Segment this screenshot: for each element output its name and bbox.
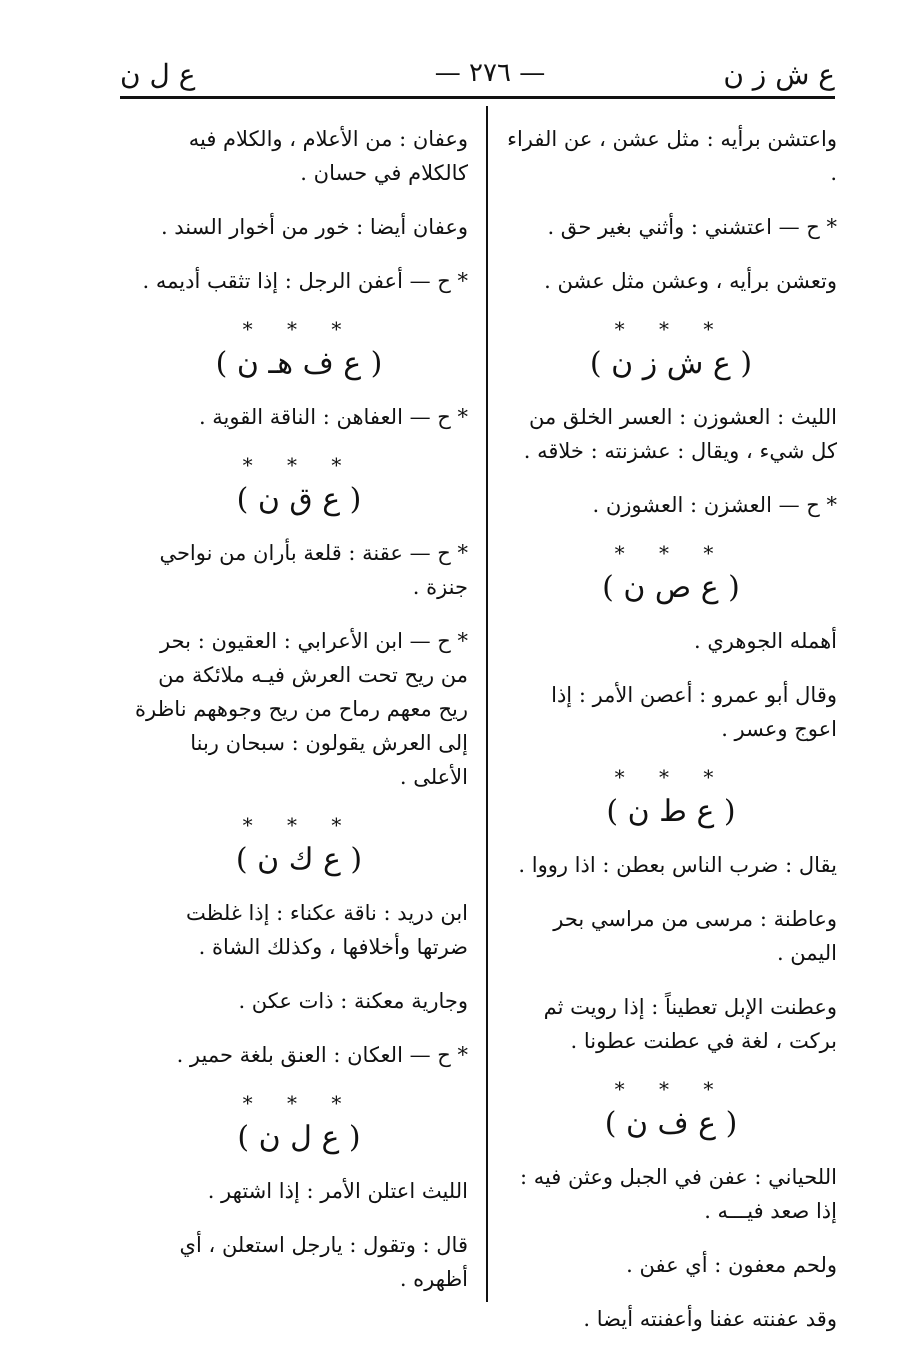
dictionary-entry: الليث اعتلن الأمر : إذا اشتهر . — [207, 1179, 468, 1203]
root-heading: ( ع ق ن ) — [236, 482, 362, 517]
dictionary-entry: * ح — اعتشني : وأثني بغير حق . — [547, 215, 837, 239]
header-root-right: ع ش ز ن — [723, 58, 835, 91]
section-separator-stars: * * * — [614, 765, 728, 789]
page-header — [120, 52, 835, 100]
left-column — [130, 122, 468, 1316]
dictionary-entry: وتعشن برأيه ، وعشن مثل عشن . — [544, 269, 837, 293]
dictionary-entry: ابن دريد : ناقة عكناء : إذا غلظت ضرتها وأخلافها ، وكذلك الشاة . — [186, 901, 468, 959]
dictionary-entry: * ح — أعفن الرجل : إذا تثقب أديمه . — [142, 269, 468, 293]
dictionary-entry: وجارية معكنة : ذات عكن . — [238, 989, 468, 1013]
dictionary-entry: وعاطنة : مرسى من مراسي بحر اليمن . — [553, 907, 837, 965]
dictionary-entry: وعفان : من الأعلام ، والكلام فيه كالكلام في حسان . — [188, 127, 468, 185]
section-separator-stars: * * * — [242, 453, 356, 477]
dictionary-entry: الليث : العشوزن : العسر الخلق من كل شيء ، ويقال : عشزنته : خلاقه . — [523, 405, 837, 463]
section-separator-stars: * * * — [242, 813, 356, 837]
header-root-left: ع ل ن — [120, 58, 196, 91]
section-separator-stars: * * * — [614, 541, 728, 565]
section-separator-stars: * * * — [614, 1077, 728, 1101]
dictionary-entry: يقال : ضرب الناس بعطن : اذا رووا . — [518, 853, 837, 877]
section-separator-stars: * * * — [242, 1091, 356, 1115]
dictionary-entry: وقال أبو عمرو : أعصن الأمر : إذا اعوج وعسر . — [551, 683, 837, 741]
root-heading: ( ع ف ن ) — [604, 1106, 738, 1141]
root-heading: ( ع ص ن ) — [602, 570, 740, 605]
root-heading: ( ع ف هـ ن ) — [215, 346, 383, 381]
root-heading: ( ع ك ن ) — [235, 842, 363, 877]
dictionary-entry: * ح — العشزن : العشوزن . — [592, 493, 837, 517]
section-separator-stars: * * * — [242, 317, 356, 341]
root-heading: ( ع ل ن ) — [237, 1120, 361, 1155]
right-column — [505, 122, 837, 1356]
column-divider — [486, 106, 488, 1302]
header-rule — [120, 96, 835, 99]
dictionary-entry: أهمله الجوهري . — [693, 629, 837, 653]
section-separator-stars: * * * — [614, 317, 728, 341]
dictionary-entry: اللحياني : عفن في الجبل وعثن فيه : إذا صعد فيـــه . — [519, 1165, 837, 1223]
dictionary-entry: وعفان أيضا : خور من أخوار السند . — [160, 215, 468, 239]
dictionary-entry: ولحم معفون : أي عفن . — [626, 1253, 837, 1277]
dictionary-entry: واعتشن برأيه : مثل عشن ، عن الفراء . — [507, 127, 837, 185]
dictionary-entry: * ح — ابن الأعرابي : العقيون : بحر من ريح تحت العرش فيـه ملائكة من ريح معهم رماح من ريح وجوههم ناظرة إلى العرش يقولون : سبحان ربنا الأعلى . — [135, 629, 468, 789]
dictionary-entry: * ح — العكان : العنق بلغة حمير . — [176, 1043, 468, 1067]
dictionary-entry: وعطنت الإبل تعطيناً : إذا رويت ثم بركت ، لغة في عطنت عطونا . — [543, 995, 837, 1053]
dictionary-entry: * ح — العفاهن : الناقة القوية . — [198, 405, 468, 429]
page-number: — ٢٧٦ — — [434, 58, 546, 88]
dictionary-entry: * ح — عقنة : قلعة بأران من نواحي جنزة . — [159, 541, 468, 599]
dictionary-entry: قال : وتقول : يارجل استعلن ، أي أظهره . — [179, 1233, 468, 1291]
root-heading: ( ع ش ز ن ) — [589, 346, 753, 381]
root-heading: ( ع ط ن ) — [606, 794, 736, 829]
dictionary-entry: وقد عفنته عفنا وأعفنته أيضا . — [583, 1307, 837, 1331]
